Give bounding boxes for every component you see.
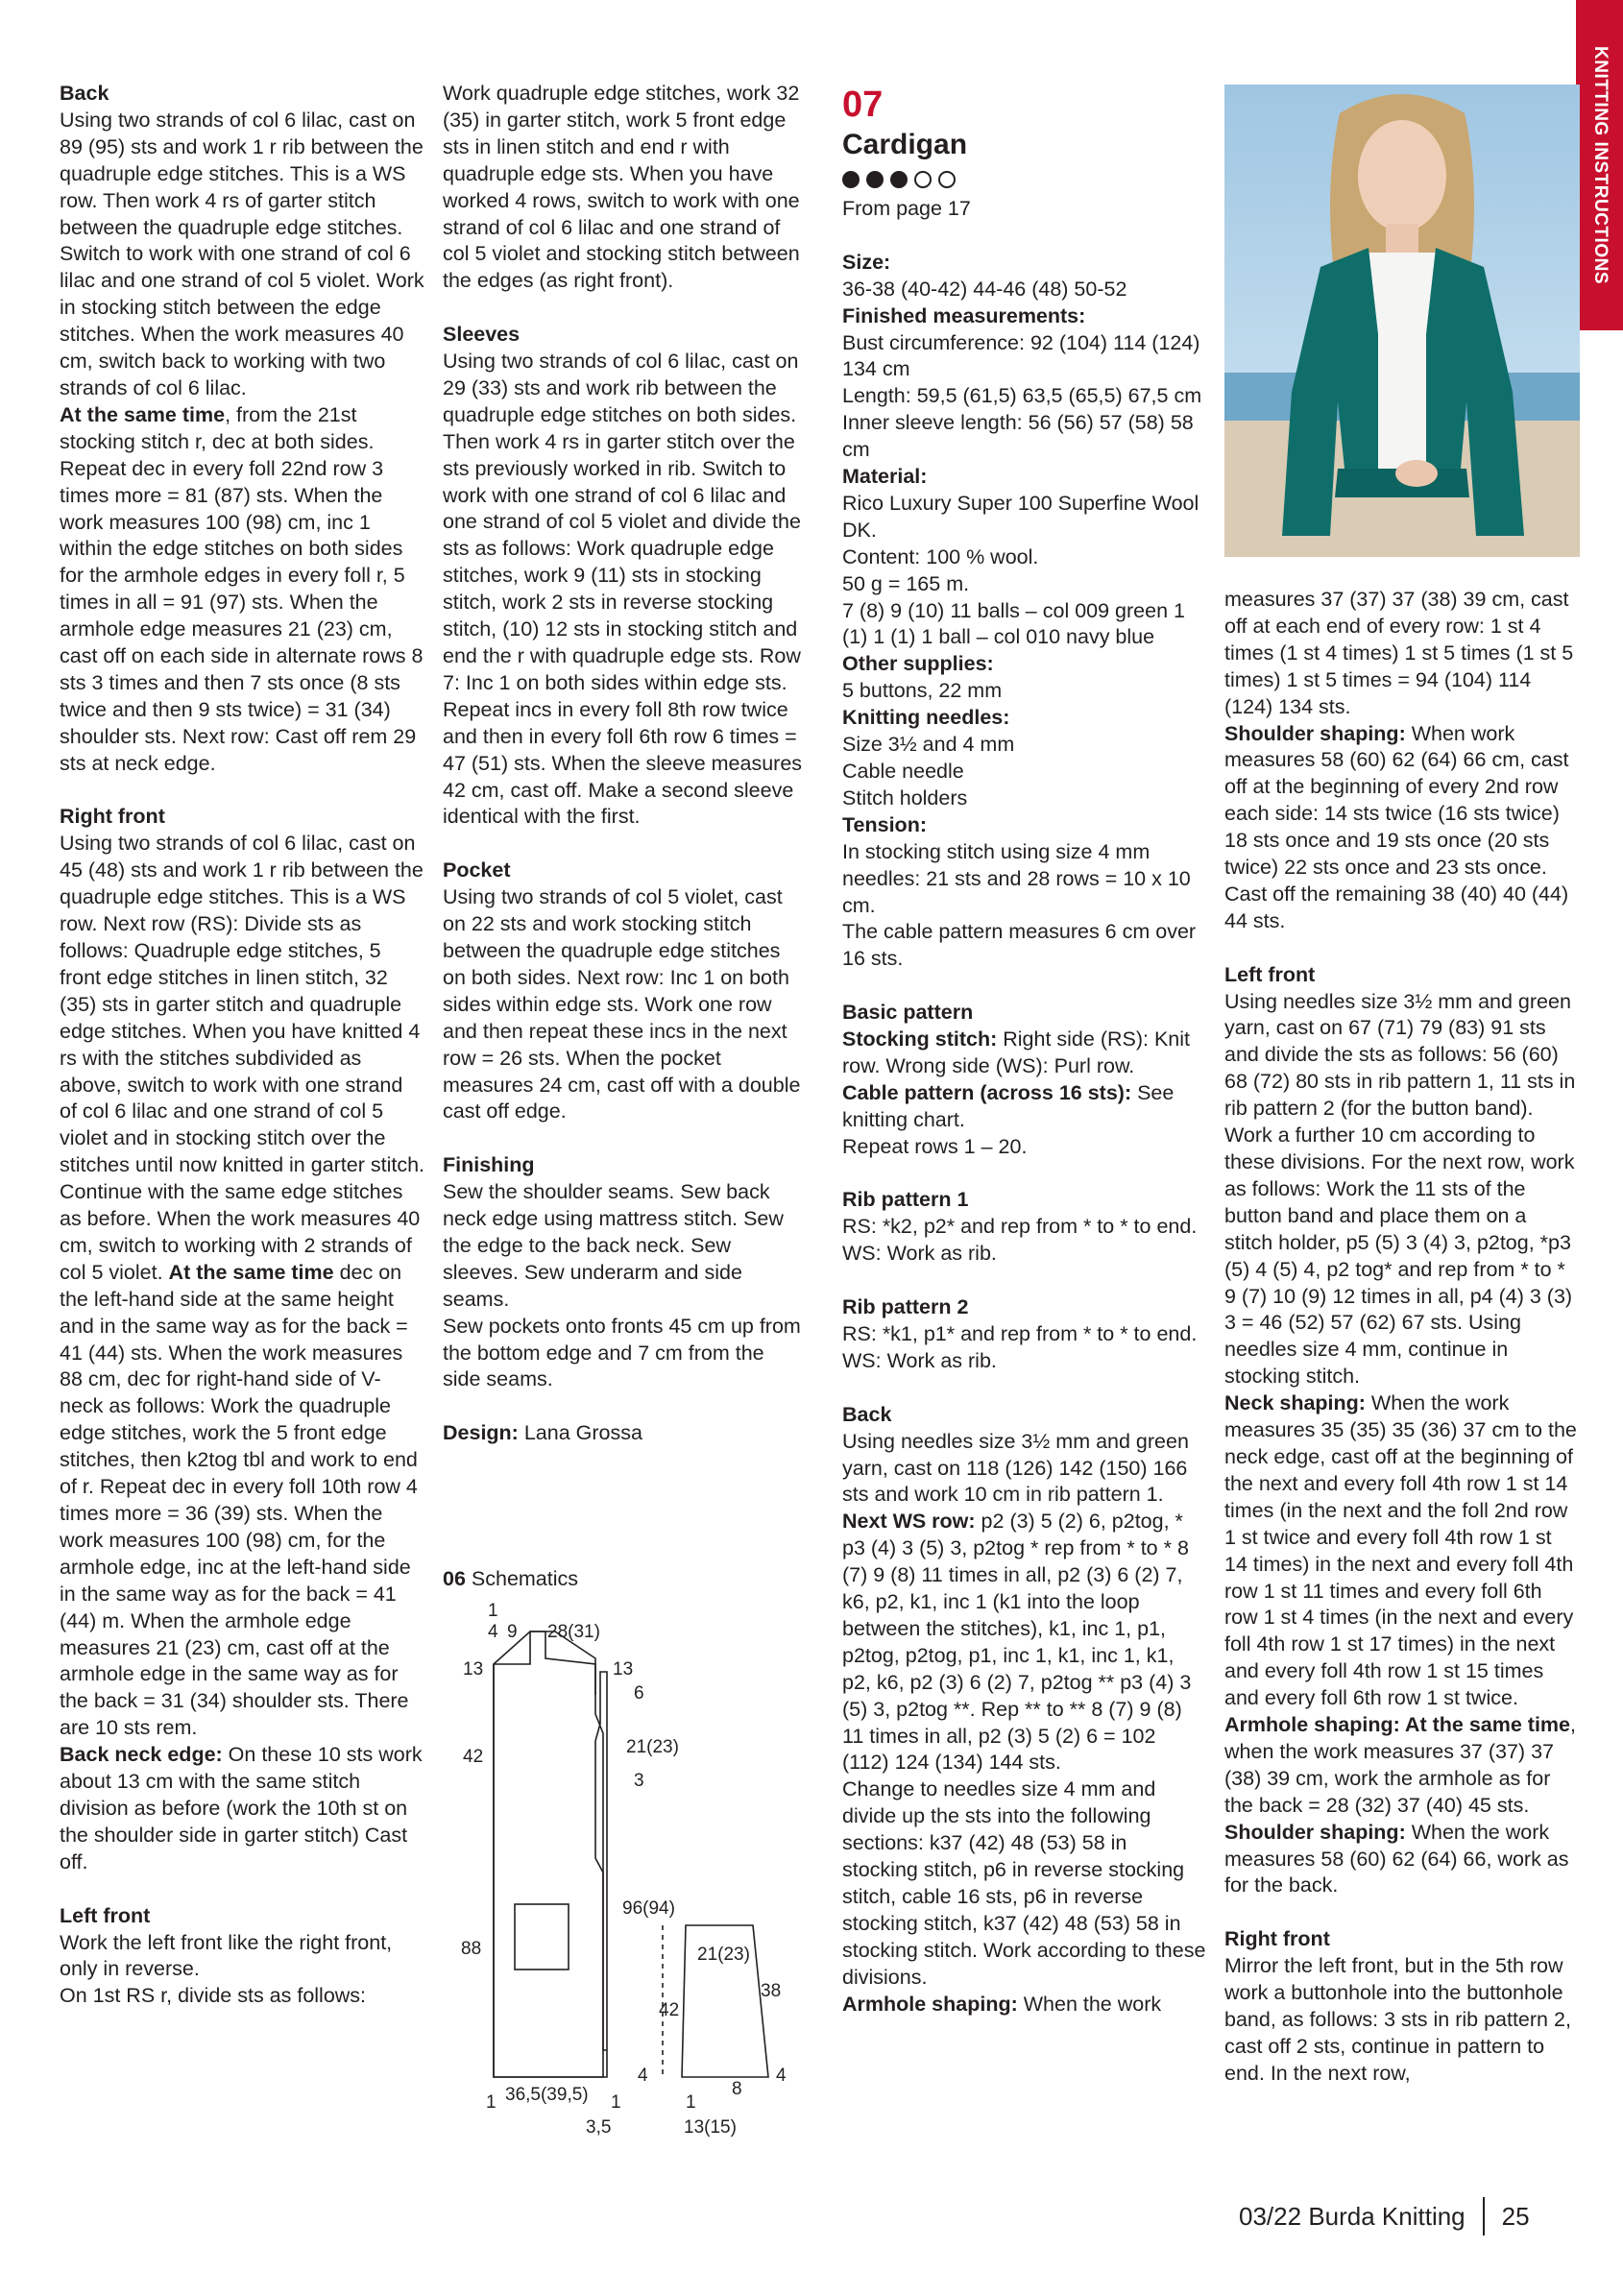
finishing-heading: Finishing <box>443 1153 535 1177</box>
rib1-ws: WS: Work as rib. <box>842 1242 997 1266</box>
armhole-shaping: Armhole shaping: At the same time, when the work measures 37 (37) 37 (38) 39 cm, work the armhole as for the back = 28 (32) 37 (40) 45 sts. <box>1224 1713 1576 1817</box>
cardigan-back-text: Using needles size 3½ mm and green yarn, cast on 118 (126) 142 (150) 166 sts and work 10 cm in rib pattern 1. Next WS row: p2 (3) 5 (2) 6, p2tog, * p3 (4) 3 (5) 3, p2tog * rep from * to * 8 (7) 9 (8) 11 times in all, p2 (3) 6 (2) 7, k6, p2, k1, inc 1 (k1 into the loop between the stitches), k1, inc 1, p1, p2tog, p2tog, p1, inc 1, k1, inc 1, k1, p2, k6, p2 (3) 6 (2) 7, p2tog ** p3 (4) 3 (5) 3, p2tog **. Rep ** to ** 8 (7) 9 (8) 11 times in all, p2 (3) 5 (2) 6 = 102 (112) 124 (134) 144 sts. Change to needles size 4 mm and divide up the sts into the following sections: k37 (42) 48 (53) 58 in stocking stitch, p6 in reverse stocking stitch, cable 16 sts, p6 in reverse stocking stitch, k37 (42) 48 (53) 58 in stocking stitch. Work according to these divisions. Armhole shaping: When the work <box>842 1429 1206 2016</box>
label-b35: 3,5 <box>586 2117 612 2138</box>
difficulty-dot-filled <box>866 171 884 188</box>
label-top4: 4 <box>488 1622 498 1642</box>
label-r6: 6 <box>634 1683 644 1704</box>
label-s1: 1 <box>686 2092 696 2113</box>
column-4 <box>1224 587 1580 2088</box>
left-front-continued: Work quadruple edge stitches, work 32 (35) in garter stitch, work 5 front edge sts in linen stitch and end r with quadruple edge sts. When you have worked 4 rows, switch to work with one strand of col 6 lilac and one strand of col 5 violet and stocking stitch between the edges (as right front). <box>443 82 800 293</box>
difficulty-dot-empty <box>914 171 932 188</box>
label-b1b: 1 <box>611 2092 621 2113</box>
back-heading: Back <box>60 82 109 105</box>
material: Rico Luxury Super 100 Superfine Wool DK. <box>842 491 1199 542</box>
label-s38: 38 <box>761 1981 782 2001</box>
label-s42: 42 <box>659 2000 680 2020</box>
rib2-heading: Rib pattern 2 <box>842 1295 969 1319</box>
sleeve-length: Inner sleeve length: 56 (56) 57 (58) 58 cm <box>842 411 1194 462</box>
label-b1a: 1 <box>486 2092 497 2113</box>
page-footer <box>1239 2197 1585 2236</box>
left-front-text: Work the left front like the right front, only in reverse. On 1st RS r, divide sts as follows: <box>60 1930 393 2008</box>
footer-divider <box>1483 2197 1485 2236</box>
label-r96: 96(94) <box>622 1898 675 1919</box>
page-number: 25 <box>1501 2201 1530 2231</box>
schematic-labels <box>461 1601 787 2138</box>
cardigan-photo <box>1224 85 1580 557</box>
balls: 7 (8) 9 (10) 11 balls – col 009 green 1 (1) 1 (1) 1 ball – col 010 navy blue <box>842 598 1185 649</box>
needles-label: Knitting needles: <box>842 706 1010 730</box>
schematic-title: 06 Schematics <box>443 1567 579 1590</box>
section-tab <box>1576 0 1623 330</box>
cardigan-left-front-text: Using needles size 3½ mm and green yarn, cast on 67 (71) 79 (83) 91 sts and divide the sts as follows: 56 (60) 68 (72) 80 sts in rib pattern 1, 11 sts in rib pattern 2 (for the button band). Work a further 10 cm according to these divisions. For the next row, work as follows: Work the 11 sts of the button band and place them on a stitch holder, p5 (5) 3 (4) 3, p2tog, *p3 (5) 4 (5) 4, p2 tog* and rep from * to * 9 (7) 10 (9) 12 times in all, p4 (4) 3 (3) 3 = 46 (52) 57 (62) 67 sts. Using needles size 4 mm, continue in stocking stitch. <box>1224 989 1576 1389</box>
cardigan-back-heading: Back <box>842 1402 892 1426</box>
needles-1: Size 3½ and 4 mm <box>842 733 1015 757</box>
pattern-number: 07 <box>842 85 884 125</box>
label-top1: 1 <box>488 1601 498 1621</box>
pocket-text: Using two strands of col 5 violet, cast on 22 sts and work stocking stitch between the quadruple edge stitches on both sides. Next row: Inc 1 on both sides within edge sts. Work one row and then repeat these incs in the next row = 26 sts. When the pocket measures 24 cm, cast off with a double cast off edge. <box>443 885 801 1124</box>
tension-label: Tension: <box>842 812 927 836</box>
sleeves-text: Using two strands of col 6 lilac, cast on 29 (33) sts and work rib between the quadruple edge stitches on both sides. Then work 4 rs in garter stitch over the sts previously worked in rib. Switch to work with one strand of col 6 lilac and one strand of col 5 violet and divide the sts as follows: Work quadruple edge stitches, work 9 (11) sts in stocking stitch, work 2 sts in reverse stocking stitch, (10) 12 sts in stocking stitch and end the r with quadruple edge sts. Row 7: Inc 1 on both sides within edge sts. Repeat incs in every foll 8th row twice and then in every foll 6th row 6 times = 47 (51) sts. When the sleeve measures 42 cm, cast off. Make a second sleeve identical with the first. <box>443 350 803 829</box>
label-r21: 21(23) <box>626 1737 679 1757</box>
repeat-rows: Repeat rows 1 – 20. <box>842 1134 1028 1158</box>
label-s4: 4 <box>776 2066 787 2086</box>
rib1-heading: Rib pattern 1 <box>842 1188 969 1212</box>
rib2-rs: RS: *k1, p1* and rep from * to * to end. <box>842 1322 1198 1345</box>
basic-pattern-heading: Basic pattern <box>842 1001 974 1025</box>
label-l88: 88 <box>461 1939 482 1959</box>
difficulty-rating <box>842 171 1207 188</box>
supplies-label: Other supplies: <box>842 652 994 676</box>
material-label: Material: <box>842 465 928 489</box>
rib2-ws: WS: Work as rib. <box>842 1348 997 1372</box>
cardigan-right-front-heading: Right front <box>1224 1927 1330 1951</box>
stocking-stitch: Stocking stitch: Right side (RS): Knit row. Wrong side (WS): Purl row. <box>842 1027 1190 1077</box>
needles-2: Cable needle <box>842 760 964 784</box>
supplies: 5 buttons, 22 mm <box>842 679 1003 703</box>
armhole-continued: measures 37 (37) 37 (38) 39 cm, cast off at each end of every row: 1 st 4 times (1 st 4 times) 1 st 5 times (1 st 5 times) 1 st 5 times = 94 (104) 114 (124) 134 sts. <box>1224 588 1574 718</box>
difficulty-dot-filled <box>890 171 908 188</box>
back-shoulder-shaping: Shoulder shaping: When work measures 58 (60) 62 (64) 66 cm, cast off at the beginning of every 2nd row each side: 14 sts twice (16 sts twice) 18 sts once and 19 sts once (20 sts twice) 22 sts once and 23 sts once. Cast off the remaining 38 (40) 40 (44) 44 sts. <box>1224 721 1569 932</box>
cardigan-left-front-heading: Left front <box>1224 962 1316 986</box>
column-2 <box>443 81 808 1447</box>
weight: 50 g = 165 m. <box>842 571 970 595</box>
column-3 <box>842 81 1207 2018</box>
back-text: Using two strands of col 6 lilac, cast on 89 (95) sts and work 1 r rib between the quadruple edge stitches. This is a WS row. Then work 4 rs of garter stitch between the quadruple edge stitches. Switch to work with one strand of col 6 lilac and one strand of col 5 violet. Work in stocking stitch between the edge stitches. When the work measures 40 cm, switch back to working with two strands of col 6 lilac. At the same time, from the 21st stocking stitch r, dec at both sides. Repeat dec in every foll 22nd row 3 times more = 81 (87) sts. When the work measures 100 (98) cm, inc 1 within the edge stitches on both sides for the armhole edges in every foll r, 5 times in all = 91 (97) sts. When the armhole edge measures 21 (23) cm, cast off on each side in alternate rows 8 sts 3 times and then 7 sts once (8 sts twice and then 9 sts twice) = 31 (34) shoulder sts. Next row: Cast off rem 29 sts at neck edge. <box>60 108 424 775</box>
left-front-heading: Left front <box>60 1903 151 1927</box>
label-s13: 13(15) <box>684 2117 737 2138</box>
label-b36: 36,5(39,5) <box>505 2085 589 2105</box>
cable-pattern: Cable pattern (across 16 sts): See knitting chart. <box>842 1080 1175 1131</box>
label-l13: 13 <box>463 1659 484 1680</box>
right-front-text: Using two strands of col 6 lilac, cast on 45 (48) sts and work 1 r rib between the quadruple edge stitches. This is a WS row. Next row (RS): Divide sts as follows: Quadruple edge stitches, 5 front edge stitches in linen stitch, 32 (35) sts in garter stitch and quadruple edge stitches. When you have knitted 4 rs with the stitches subdivided as above, switch to work with one strand of col 6 lilac and one strand of col 5 violet and in stocking stitch over the stitches until now knitted in garter stitch. Continue with the same edge stitches as before. When the work measures 40 cm, switch to working with 2 strands of col 5 violet. At the same time dec on the left-hand side at the same height and in the same way as for the back = 41 (44) sts. When the work measures 88 cm, dec for right-hand side of V-neck as follows: Work the quadruple edge stitches, work the 5 front edge stitches, then k2tog tbl and work to end of r. Repeat dec in every foll 10th row 4 times more = 36 (39) sts. When the work measures 100 (98) cm, for the armhole edge, inc at the left-hand side in the same way as for the back = 41 (44) m. When the armhole edge measures 21 (23) cm, cast off at the armhole edge in the same way as for the back = 31 (34) shoulder sts. There are 10 sts rem. Back neck edge: On these 10 sts work about 13 cm with the same stitch division as before (work the 10th st on the shoulder side in garter stitch) Cast off. <box>60 832 425 1873</box>
cardigan-right-front-text: Mirror the left front, but in the 5th row work a buttonhole into the buttonhole band, as follows: 3 sts in rib pattern 2, cast off 2 sts, continue in pattern to end. In the next row, <box>1224 1954 1571 2085</box>
difficulty-dot-filled <box>842 171 860 188</box>
issue-number: 03/22 <box>1239 2201 1302 2231</box>
finishing-text: Sew the shoulder seams. Sew back neck edge using mattress stitch. Sew the edge to the back neck. Sew sleeves. Sew underarm and side seams. Sew pockets onto fronts 45 cm up from the bottom edge and 7 cm from the side seams. <box>443 1180 801 1391</box>
difficulty-dot-empty <box>938 171 956 188</box>
label-r13: 13 <box>613 1659 634 1680</box>
pocket-shape <box>515 1904 569 1970</box>
label-top28: 28(31) <box>547 1622 600 1642</box>
right-front-heading: Right front <box>60 805 165 829</box>
size-label: Size: <box>842 250 891 274</box>
label-r4: 4 <box>638 2066 648 2086</box>
column-1 <box>60 81 424 2010</box>
label-s21: 21(23) <box>697 1945 750 1965</box>
design-credit: Design: Lana Grossa <box>443 1421 642 1445</box>
tension: In stocking stitch using size 4 mm needles: 21 sts and 28 rows = 10 x 10 cm. <box>842 839 1191 917</box>
label-s8: 8 <box>732 2079 742 2099</box>
length: Length: 59,5 (61,5) 63,5 (65,5) 67,5 cm <box>842 384 1202 408</box>
from-page: From page 17 <box>842 197 971 220</box>
size-values: 36-38 (40-42) 44-46 (48) 50-52 <box>842 277 1127 301</box>
neck-shaping: Neck shaping: When the work measures 35 (35) 35 (36) 37 cm to the neck edge, cast off at the beginning of the next and every foll 4th row 1 st 14 times (in the next and the foll 2nd row 1 st twice and every foll 4th row 1 st 14 times) in the next and every foll 4th row 1 st 11 times and every foll 6th row 1 st 4 times (in the next and every foll 4th row 1 st 17 times) in the next and every foll 4th row 1 st 15 times and every foll 6th row 1 st twice. <box>1224 1391 1577 1710</box>
pattern-title: Cardigan <box>842 129 968 160</box>
label-l42: 42 <box>463 1747 484 1767</box>
label-r3: 3 <box>634 1771 644 1791</box>
finished-label: Finished measurements: <box>842 303 1086 327</box>
needles-3: Stitch holders <box>842 785 968 810</box>
section-tab-label: KNITTING INSTRUCTIONS <box>1589 46 1611 284</box>
schematic-diagram <box>451 1599 807 2175</box>
pocket-heading: Pocket <box>443 858 511 882</box>
content: Content: 100 % wool. <box>842 544 1039 568</box>
label-top9: 9 <box>507 1622 518 1642</box>
sleeves-heading: Sleeves <box>443 323 521 347</box>
front-shoulder-shaping: Shoulder shaping: When the work measures 58 (60) 62 (64) 66, work as for the back. <box>1224 1820 1569 1897</box>
tension-2: The cable pattern measures 6 cm over 16 sts. <box>842 920 1197 971</box>
body-outline <box>494 1631 607 2077</box>
bust: Bust circumference: 92 (104) 114 (124) 134 cm <box>842 330 1200 381</box>
magazine-name: Burda Knitting <box>1308 2201 1466 2231</box>
rib1-rs: RS: *k2, p2* and rep from * to * to end. <box>842 1215 1198 1239</box>
